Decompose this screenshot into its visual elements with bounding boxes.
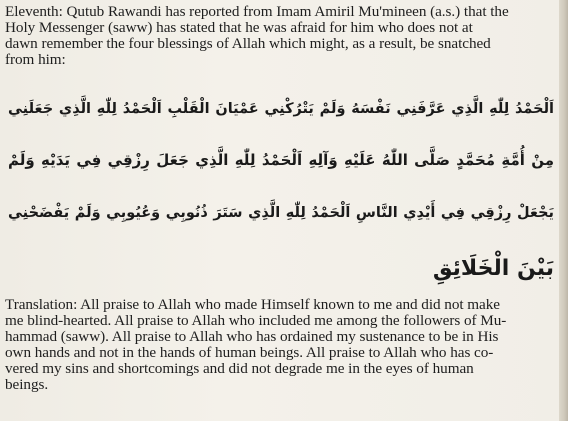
page-edge-shadow bbox=[559, 0, 568, 421]
translation-line-1: Translation: All praise to Allah who made Himself known to me and did not make bbox=[5, 296, 500, 313]
translation-line-6: beings. bbox=[5, 376, 49, 393]
intro-line-3: dawn remember the four blessings of Allah which might, as a result, be snatched bbox=[5, 35, 491, 52]
arabic-line-1: اَلْحَمْدُ لِلّٰهِ الَّذِي عَرَّفَنِي نَفْسَهُ وَلَمْ يَتْرُكْنِي عَمْيَانَ الْقَلْبِ اَلْحَمْدُ لِلّٰهِ الَّذِي جَعَلَنِي bbox=[8, 101, 554, 117]
arabic-line-3: يَجْعَلْ رِزْقِي فِي أَيْدِي النَّاسِ اَلْحَمْدُ لِلّٰهِ الَّذِي سَتَرَ ذُنُوبِي وَعُيُوبِي وَلَمْ يَفْضَحْنِي bbox=[8, 205, 554, 221]
arabic-line-4: بَيْنَ الْخَلَائِقِ bbox=[432, 256, 554, 281]
translation-line-2: me blind-hearted. All praise to Allah who included me among the followers of Mu- bbox=[5, 312, 507, 329]
intro-line-1: Eleventh: Qutub Rawandi has reported from Imam Amiril Mu'mineen (a.s.) that the bbox=[5, 3, 509, 20]
intro-line-2: Holy Messenger (saww) has stated that he was afraid for him who does not at bbox=[5, 19, 473, 36]
translation-line-5: vered my sins and shortcomings and did not degrade me in the eyes of human bbox=[5, 360, 474, 377]
arabic-line-2: مِنْ أُمَّةِ مُحَمَّدٍ صَلَّى اللّٰهُ عَلَيْهِ وَآلِهِ اَلْحَمْدُ لِلّٰهِ الَّذِي جَعَلَ رِزْقِي فِي يَدَيْهِ وَلَمْ bbox=[8, 151, 554, 169]
intro-line-4: from him: bbox=[5, 51, 66, 68]
translation-line-4: own hands and not in the hands of human beings. All praise to Allah who has co- bbox=[5, 344, 494, 361]
translation-line-3: hammad (saww). All praise to Allah who has ordained my sustenance to be in His bbox=[5, 328, 499, 345]
